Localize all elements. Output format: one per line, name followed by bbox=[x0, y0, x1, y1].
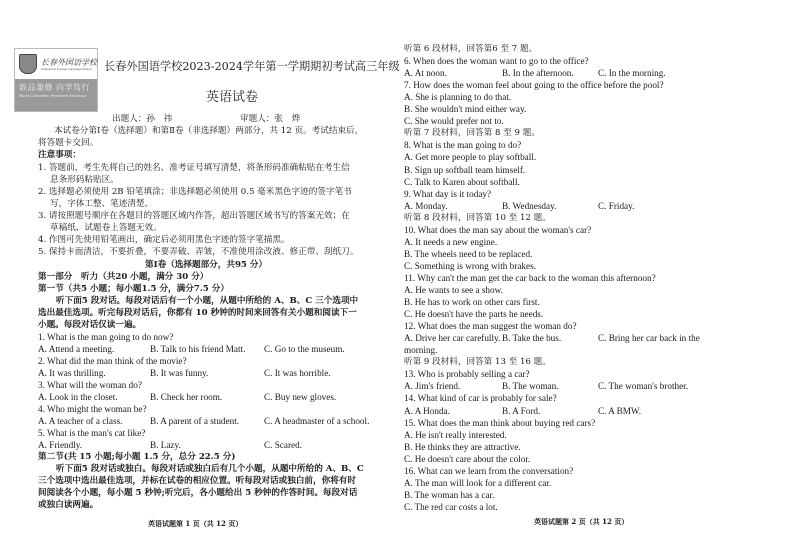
q1-option-c: C. Go to the museum. bbox=[264, 344, 345, 354]
option-line: A. He isn't really interested. bbox=[404, 429, 507, 440]
note-5: 5. 保持卡面清洁，不要折叠，不要弄破、弄皱，不准使用涂改液、修正带、刮纸刀。 bbox=[38, 247, 359, 257]
logo-motto-en: Moral Cultivation Persistent Endeavor bbox=[19, 94, 87, 98]
volume-heading: 第Ⅰ卷（选择题部分，共95 分） bbox=[145, 260, 268, 270]
note-3-cont: 草稿纸、试题卷上答题无效。 bbox=[50, 223, 162, 233]
option-line: A. She is planning to do that. bbox=[404, 92, 512, 103]
section2-instructions-3: 间阅读各个小题，每小题 5 秒钟;听完后，各小题给出 5 秒钟的作答时间。每段对话 bbox=[38, 488, 358, 498]
question: 7. How does the woman feel about going to the office before the pool? bbox=[404, 80, 664, 91]
option-line: A. The man will look for a different car. bbox=[404, 477, 552, 488]
option-a: A. At noon. bbox=[404, 68, 447, 79]
note-2-cont: 写，字体工整、笔迹清楚。 bbox=[50, 199, 154, 209]
question: 12. What does the man suggest the woman do? bbox=[404, 321, 577, 332]
q5-option-a: A. Friendly. bbox=[38, 440, 83, 450]
exam-title: 长春外国语学校2023-2024学年第一学期期初考试高三年级 bbox=[104, 60, 400, 73]
section2-instructions-1: 听下面5 段对话或独白。每段对话或独白后有几个小题，从题中所给的 A、B、C bbox=[56, 464, 364, 474]
q1-option-a: A. Attend a meeting. bbox=[38, 344, 115, 354]
intro-line-2: 将答题卡交回。 bbox=[38, 138, 99, 148]
section1-instructions-1: 听下面5 段对话。每段对话后有一个小题，从题中所给的 A、B、C 三个选项中 bbox=[56, 296, 359, 306]
option-line: C. Something is wrong with brakes. bbox=[404, 260, 536, 271]
question-4: 4. Who might the woman be? bbox=[38, 404, 147, 414]
material-heading: 听第 8 段材料，回答第 10 至 12 题。 bbox=[404, 212, 551, 223]
option-line: C. He doesn't have the parts he needs. bbox=[404, 309, 544, 320]
option-line: B. He has to work on other cars first. bbox=[404, 297, 540, 308]
exam-subject: 英语试卷 bbox=[206, 90, 259, 105]
logo-school-name: 长春外国语学校 bbox=[41, 57, 97, 67]
q5-option-b: B. Lazy. bbox=[150, 440, 181, 450]
intro-line-1: 本试卷分第Ⅰ卷（选择题）和第Ⅱ卷（非选择题）两部分，共 12 页。考试结束后， bbox=[54, 126, 364, 136]
question: 11. Why can't the man get the car back to the woman this afternoon? bbox=[404, 272, 656, 283]
option-b: B. A Ford. bbox=[502, 405, 541, 416]
option-line: B. The wheels need to be replaced. bbox=[404, 248, 533, 259]
option-c: C. Friday. bbox=[598, 200, 635, 211]
q1-option-b: B. Talk to his friend Matt. bbox=[150, 344, 246, 354]
q3-option-c: C. Buy new gloves. bbox=[264, 392, 337, 402]
note-4: 4. 作图可先使用铅笔画出，确定后必须用黑色字迹的签字笔描黑。 bbox=[38, 235, 290, 245]
option-line: B. Sign up softball team himself. bbox=[404, 164, 526, 175]
q4-option-a: A. A teacher of a class. bbox=[38, 416, 123, 426]
question: 15. What does the man think about buying red cars? bbox=[404, 417, 596, 428]
material-heading: 听第 6 段材料，回答第6 至 7 题。 bbox=[404, 44, 538, 54]
question-5: 5. What is the man's cat like? bbox=[38, 428, 146, 438]
section1-instructions-2: 选出最佳选项。听完每段对话后，你都有 10 秒钟的时间来回答有关小题和阅读下一 bbox=[38, 308, 357, 318]
option-line: A. Get more people to play softball. bbox=[404, 152, 537, 163]
q3-option-a: A. Look in the closet. bbox=[38, 392, 118, 402]
q4-option-b: B. A parent of a student. bbox=[150, 416, 240, 426]
question: 10. What does the man say about the woman's car? bbox=[404, 224, 592, 235]
question: 6. When does the woman want to go to the office? bbox=[404, 56, 589, 67]
note-3: 3. 请按照题号顺序在各题目的答题区域内作答，超出答题区域书写的答案无效；在 bbox=[38, 211, 350, 221]
school-crest-icon bbox=[19, 54, 37, 74]
logo-motto: 敦品兼修 向学笃行 bbox=[19, 83, 91, 92]
q2-option-b: B. It was funny. bbox=[150, 368, 209, 378]
question: 9. What day is it today? bbox=[404, 188, 492, 199]
question-1: 1. What is the man going to do now? bbox=[38, 332, 174, 342]
note-1-cont: 息条形码粘贴区。 bbox=[50, 175, 119, 185]
option-line: B. He thinks they are attractive. bbox=[404, 441, 521, 452]
question-setter: 出题人：孙 祎 bbox=[112, 114, 173, 124]
option-b: B. In the afternoon. bbox=[502, 68, 574, 79]
option-a: A. Jim's friend. bbox=[404, 381, 461, 392]
logo-school-name-en: Changchun Foreign Language School bbox=[41, 66, 92, 71]
note-1: 1. 答题前，考生先将自己的姓名、准考证号填写清楚，将条形码准确粘贴在考生信 bbox=[38, 163, 350, 173]
section1-heading: 第一节（共5 小题；每小题1.5 分，满分7.5 分） bbox=[38, 284, 229, 294]
option-a: A. Drive her car carefully. bbox=[404, 333, 501, 344]
option-line: C. Talk to Karen about softball. bbox=[404, 176, 520, 187]
q2-option-a: A. It was thrilling. bbox=[38, 368, 106, 378]
section2-instructions-2: 三个选项中选出最佳选项，并标在试卷的相应位置。听每段对话或独白前，你将有时 bbox=[38, 476, 356, 486]
question-3: 3. What will the woman do? bbox=[38, 380, 142, 390]
exam-page-2 bbox=[398, 0, 793, 560]
page-footer-1: 英语试题第 1 页（共 12 页） bbox=[148, 519, 243, 528]
option-line: C. The red car costs a lot. bbox=[404, 501, 498, 512]
option-line: B. The woman has a car. bbox=[404, 489, 495, 500]
material-heading: 听第 7 段材料，回答第 8 至 9 题。 bbox=[404, 128, 540, 139]
option-line: C. He doesn't care about the color. bbox=[404, 453, 531, 464]
q4-option-c: C. A headmaster of a school. bbox=[264, 416, 370, 426]
question: 16. What can we learn from the conversation? bbox=[404, 465, 574, 476]
note-2: 2. 选择题必须使用 2B 铅笔填涂；非选择题必须使用 0.5 毫米黑色字迹的签字笔书 bbox=[38, 187, 352, 197]
question: 13. Who is probably selling a car? bbox=[404, 369, 530, 380]
section2-heading: 第二节(共 15 小题;每小题 1.5 分，总分 22.5 分) bbox=[38, 452, 236, 462]
option-c: C. In the morning. bbox=[598, 68, 666, 79]
option-line: C. She would prefer not to. bbox=[404, 116, 504, 127]
section2-instructions-4: 或独白读两遍。 bbox=[38, 500, 99, 510]
option-b: B. The woman. bbox=[502, 381, 559, 392]
notes-heading: 注意事项： bbox=[38, 150, 81, 160]
school-logo bbox=[14, 48, 98, 112]
section1-instructions-3: 小题。每段对话仅读一遍。 bbox=[38, 320, 142, 330]
option-c: C. A BMW. bbox=[598, 405, 642, 416]
option-a: A. A Honda. bbox=[404, 405, 450, 416]
option-line: morning. bbox=[404, 345, 438, 356]
part1-heading: 第一部分 听力（共20 小题，满分 30 分） bbox=[38, 272, 209, 282]
question: 14. What kind of car is probably for sale? bbox=[404, 393, 557, 404]
question-reviewer: 审题人：张 烨 bbox=[240, 114, 301, 124]
option-line: B. She wouldn't mind either way. bbox=[404, 104, 527, 115]
option-line: A. It needs a new engine. bbox=[404, 236, 498, 247]
option-b: B. Wednesday. bbox=[502, 200, 557, 211]
option-line: A. He wants to see a show. bbox=[404, 285, 503, 295]
option-c: C. Bring her car back in the bbox=[598, 333, 700, 344]
q3-option-b: B. Check her room. bbox=[150, 392, 223, 402]
page-footer-2: 英语试题第 2 页（共 12 页） bbox=[534, 517, 629, 526]
q2-option-c: C. It was horrible. bbox=[264, 368, 331, 378]
question: 8. What is the man going to do? bbox=[404, 140, 522, 151]
option-a: A. Monday. bbox=[404, 200, 448, 211]
question-2: 2. What did the man think of the movie? bbox=[38, 356, 187, 366]
option-b: B. Take the bus. bbox=[502, 333, 562, 344]
q5-option-c: C. Scared. bbox=[264, 440, 303, 450]
option-c: C. The woman's brother. bbox=[598, 381, 689, 392]
material-heading: 听第 9 段材料，回答第 13 至 16 题。 bbox=[404, 357, 551, 368]
